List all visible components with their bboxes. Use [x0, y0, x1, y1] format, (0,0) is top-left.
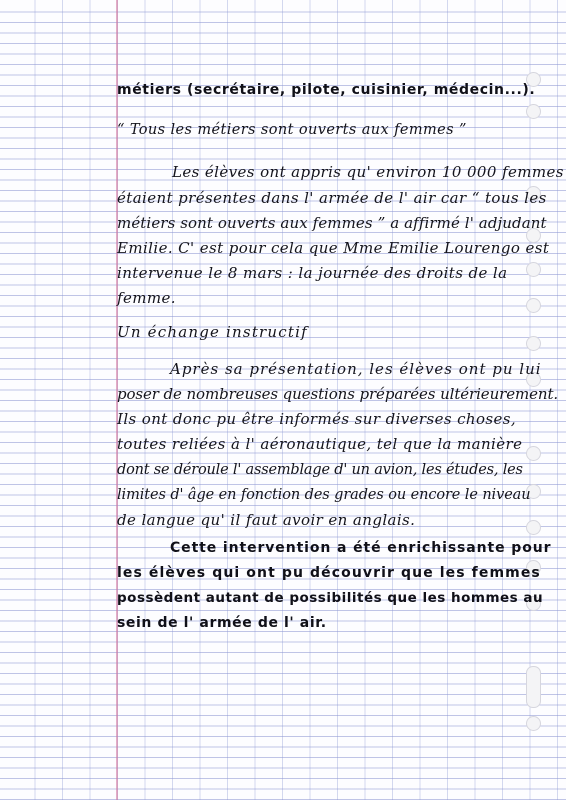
text-line: poser de nombreuses questions préparées ultérieurement. — [117, 385, 559, 403]
text-line: sein de l' armée de l' air. — [117, 615, 327, 631]
text-line: dont se déroule l' assemblage d' un avion, les études, les — [117, 462, 523, 478]
text-line: intervenue le 8 mars : la journée des droits de la — [117, 264, 508, 282]
text-line: possèdent autant de possibilités que les hommes au — [117, 590, 544, 606]
text-line: Après sa présentation, les élèves ont pu lui — [170, 360, 542, 378]
text-line: de langue qu' il faut avoir en anglais. — [117, 511, 416, 529]
text-line: les élèves qui ont pu découvrir que les femmes — [117, 565, 541, 581]
subheading: Un échange instructif — [117, 323, 308, 341]
text-line: toutes reliées à l' aéronautique, tel que la manière — [117, 435, 523, 453]
text-line: femme. — [117, 289, 176, 307]
text-line: Ils ont donc pu être informés sur diverses choses, — [117, 410, 517, 428]
text-line: limites d' âge en fonction des grades ou encore le niveau — [117, 487, 531, 503]
text-line: Les élèves ont appris qu' environ 10 000 femmes — [172, 163, 564, 181]
text-line: métiers sont ouverts aux femmes ” a affirmé l' adjudant — [117, 214, 547, 232]
text-line: étaient présentes dans l' armée de l' air car “ tous les — [117, 189, 547, 207]
text-line: métiers (secrétaire, pilote, cuisinier, médecin...). — [117, 82, 536, 98]
text-line: Emilie. C' est pour cela que Mme Emilie Lourengo est — [117, 239, 550, 257]
subheading: “ Tous les métiers sont ouverts aux femmes ” — [117, 122, 467, 138]
text-line: Cette intervention a été enrichissante pour — [170, 540, 552, 556]
